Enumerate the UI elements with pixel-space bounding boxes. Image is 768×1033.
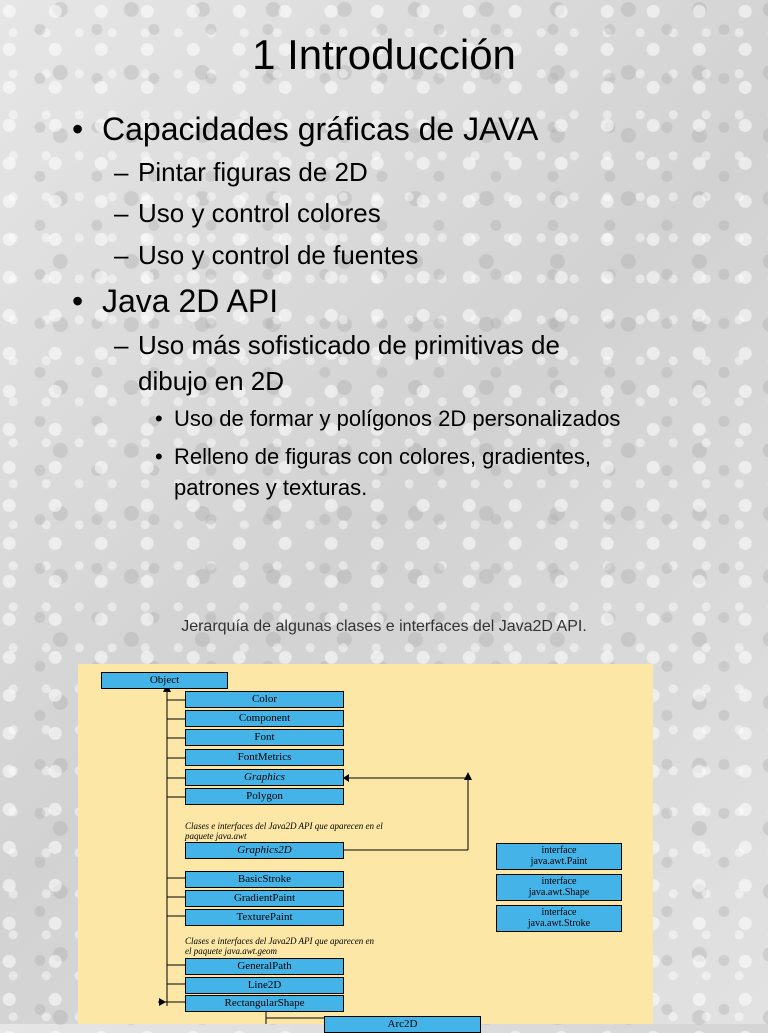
class-box-graphics: Graphics <box>185 769 344 786</box>
class-box-fontmetrics: FontMetrics <box>185 749 344 766</box>
sub-bullet-text: Pintar figuras de 2D <box>138 157 368 187</box>
bullet-glyph: • <box>72 283 84 319</box>
sub-sub-bullet-text: patrones y texturas. <box>174 475 368 500</box>
dash-glyph: – <box>114 240 129 270</box>
class-box-object: Object <box>101 672 228 689</box>
interface-box-shape: interface java.awt.Shape <box>496 874 622 901</box>
dash-glyph: – <box>114 157 129 187</box>
sub-bullet-text: dibujo en 2D <box>138 366 284 396</box>
class-hierarchy-diagram <box>78 664 653 1030</box>
class-box-polygon: Polygon <box>185 788 344 805</box>
class-box-texturepaint: TexturePaint <box>185 909 344 926</box>
class-box-arc2d: Arc2D <box>324 1016 481 1033</box>
bullet-text: Java 2D API <box>102 283 279 319</box>
geom-package-note: Clases e interfaces del Java2D API que aparecen en el paquete java.awt.geom <box>185 936 374 956</box>
class-box-line2d: Line2D <box>185 977 344 994</box>
awt-package-note: Clases e interfaces del Java2D API que aparecen en el paquete java.awt <box>185 821 383 841</box>
dash-glyph: – <box>114 198 129 228</box>
class-box-color: Color <box>185 691 344 708</box>
bullet-glyph: • <box>72 111 84 147</box>
diagram-caption: Jerarquía de algunas clases e interfaces del Java2D API. <box>181 618 587 635</box>
sub-bullet-text: Uso y control colores <box>138 198 381 228</box>
class-box-generalpath: GeneralPath <box>185 958 344 975</box>
class-box-graphics2d: Graphics2D <box>185 842 344 859</box>
class-box-gradientpaint: GradientPaint <box>185 890 344 907</box>
sub-bullet-text: Uso y control de fuentes <box>138 240 419 270</box>
class-box-basicstroke: BasicStroke <box>185 871 344 888</box>
sub-sub-bullet-text: Uso de formar y polígonos 2D personalizados <box>174 406 621 431</box>
interface-box-stroke: interface java.awt.Stroke <box>496 905 622 932</box>
sub-bullet-text: Uso más sofisticado de primitivas de <box>138 330 560 360</box>
bullet-glyph: • <box>155 406 163 431</box>
class-box-font: Font <box>185 729 344 746</box>
slide-title: 1 Introducción <box>252 31 516 78</box>
bullet-text: Capacidades gráficas de JAVA <box>102 111 539 147</box>
bullet-glyph: • <box>155 444 163 469</box>
dash-glyph: – <box>114 330 129 360</box>
class-box-component: Component <box>185 710 344 727</box>
sub-sub-bullet-text: Relleno de figuras con colores, gradientes, <box>174 444 592 469</box>
interface-box-paint: interface java.awt.Paint <box>496 843 622 870</box>
class-box-rectangularshape: RectangularShape <box>185 995 344 1012</box>
